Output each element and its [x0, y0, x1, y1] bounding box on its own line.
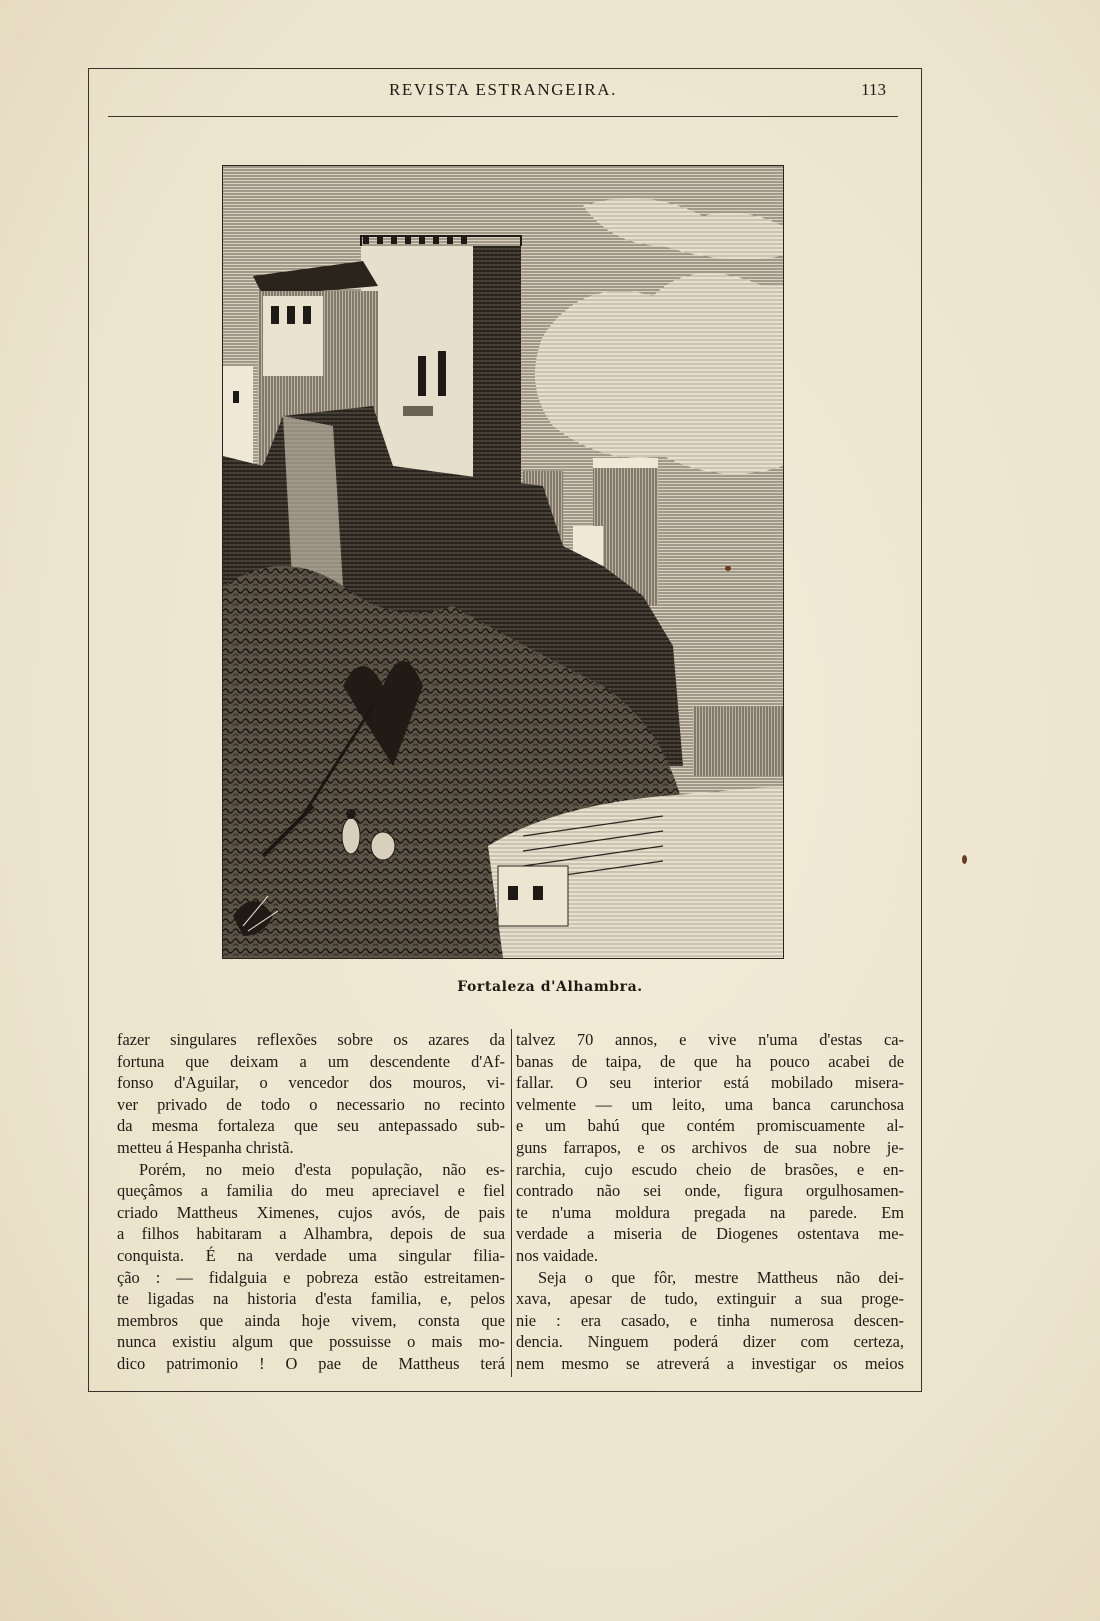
text-column-right — [516, 1029, 904, 1375]
text-line: queçâmos a familia do meu apreciavel e fiel — [117, 1181, 505, 1201]
text-line: da mesma fortaleza que seu antepassado sub- — [117, 1116, 505, 1136]
journal-title: REVISTA ESTRANGEIRA. — [388, 80, 618, 99]
text-line: a filhos habitaram a Alhambra, depois de sua — [117, 1224, 505, 1244]
engraving-illustration — [222, 165, 784, 959]
text-line: rarchia, cujo escudo cheio de brasões, e en- — [516, 1159, 904, 1179]
text-line: banas de taipa, de que ha pouco acabei de — [516, 1051, 904, 1071]
text-line: talvez 70 annos, e vive n'uma d'estas ca- — [516, 1030, 904, 1049]
text-line: ção : — fidalguia e pobreza estão estreitamen- — [117, 1267, 505, 1287]
text-line: dencia. Ninguem poderá dizer com certeza, — [516, 1332, 904, 1352]
ink-stain — [725, 566, 731, 571]
text-line: fallar. O seu interior está mobilado misera- — [516, 1073, 904, 1093]
column-divider — [511, 1029, 512, 1377]
text-line: nie : era casado, e tinha numerosa descen- — [516, 1310, 904, 1330]
text-line: dico patrimonio ! O pae de Mattheus terá — [117, 1353, 505, 1373]
text-line: membros que ainda hoje vivem, consta que — [117, 1310, 505, 1330]
text-line: nem mesmo se atreverá a investigar os meios — [516, 1353, 904, 1373]
text-line: fazer singulares reflexões sobre os azares da — [117, 1030, 505, 1049]
text-line: te n'uma moldura pregada na parede. Em — [516, 1202, 904, 1222]
text-line: Porém, no meio d'esta população, não es- — [139, 1159, 505, 1179]
text-column-left — [117, 1029, 505, 1375]
running-header — [108, 80, 898, 117]
text-line: fortuna que deixam a um descendente d'Af- — [117, 1051, 505, 1071]
text-line: contrado não sei onde, figura orgulhosamen- — [516, 1181, 904, 1201]
text-line: xava, apesar de tudo, extinguir a sua proge- — [516, 1289, 904, 1309]
text-line: Seja o que fôr, mestre Mattheus não dei- — [538, 1267, 904, 1287]
text-line: fonso d'Aguilar, o vencedor dos mouros, vi- — [117, 1073, 505, 1093]
text-line: te ligadas na historia d'esta familia, e, pelos — [117, 1289, 505, 1309]
page-number: 113 — [861, 80, 886, 99]
text-line: conquista. É na verdade uma singular filia- — [117, 1245, 505, 1265]
text-line: metteu á Hespanha christã. — [117, 1137, 294, 1157]
text-line: nunca existiu algum que possuisse o mais mo- — [117, 1332, 505, 1352]
text-line: velmente — um leito, uma banca carunchosa — [516, 1094, 904, 1114]
text-line: verdade a miseria de Diogenes ostentava me- — [516, 1224, 904, 1244]
text-line: ver privado de todo o necessario no recinto — [117, 1094, 505, 1114]
text-line: guns farrapos, e os archivos de sua nobre je- — [516, 1137, 904, 1157]
text-line: nos vaidade. — [516, 1245, 598, 1265]
ink-stain — [962, 855, 967, 864]
text-line: e um bahú que contém promiscuamente al- — [516, 1116, 904, 1136]
text-line: criado Mattheus Ximenes, cujos avós, de pais — [117, 1202, 505, 1222]
figure-caption: Fortaleza d'Alhambra. — [457, 979, 643, 995]
